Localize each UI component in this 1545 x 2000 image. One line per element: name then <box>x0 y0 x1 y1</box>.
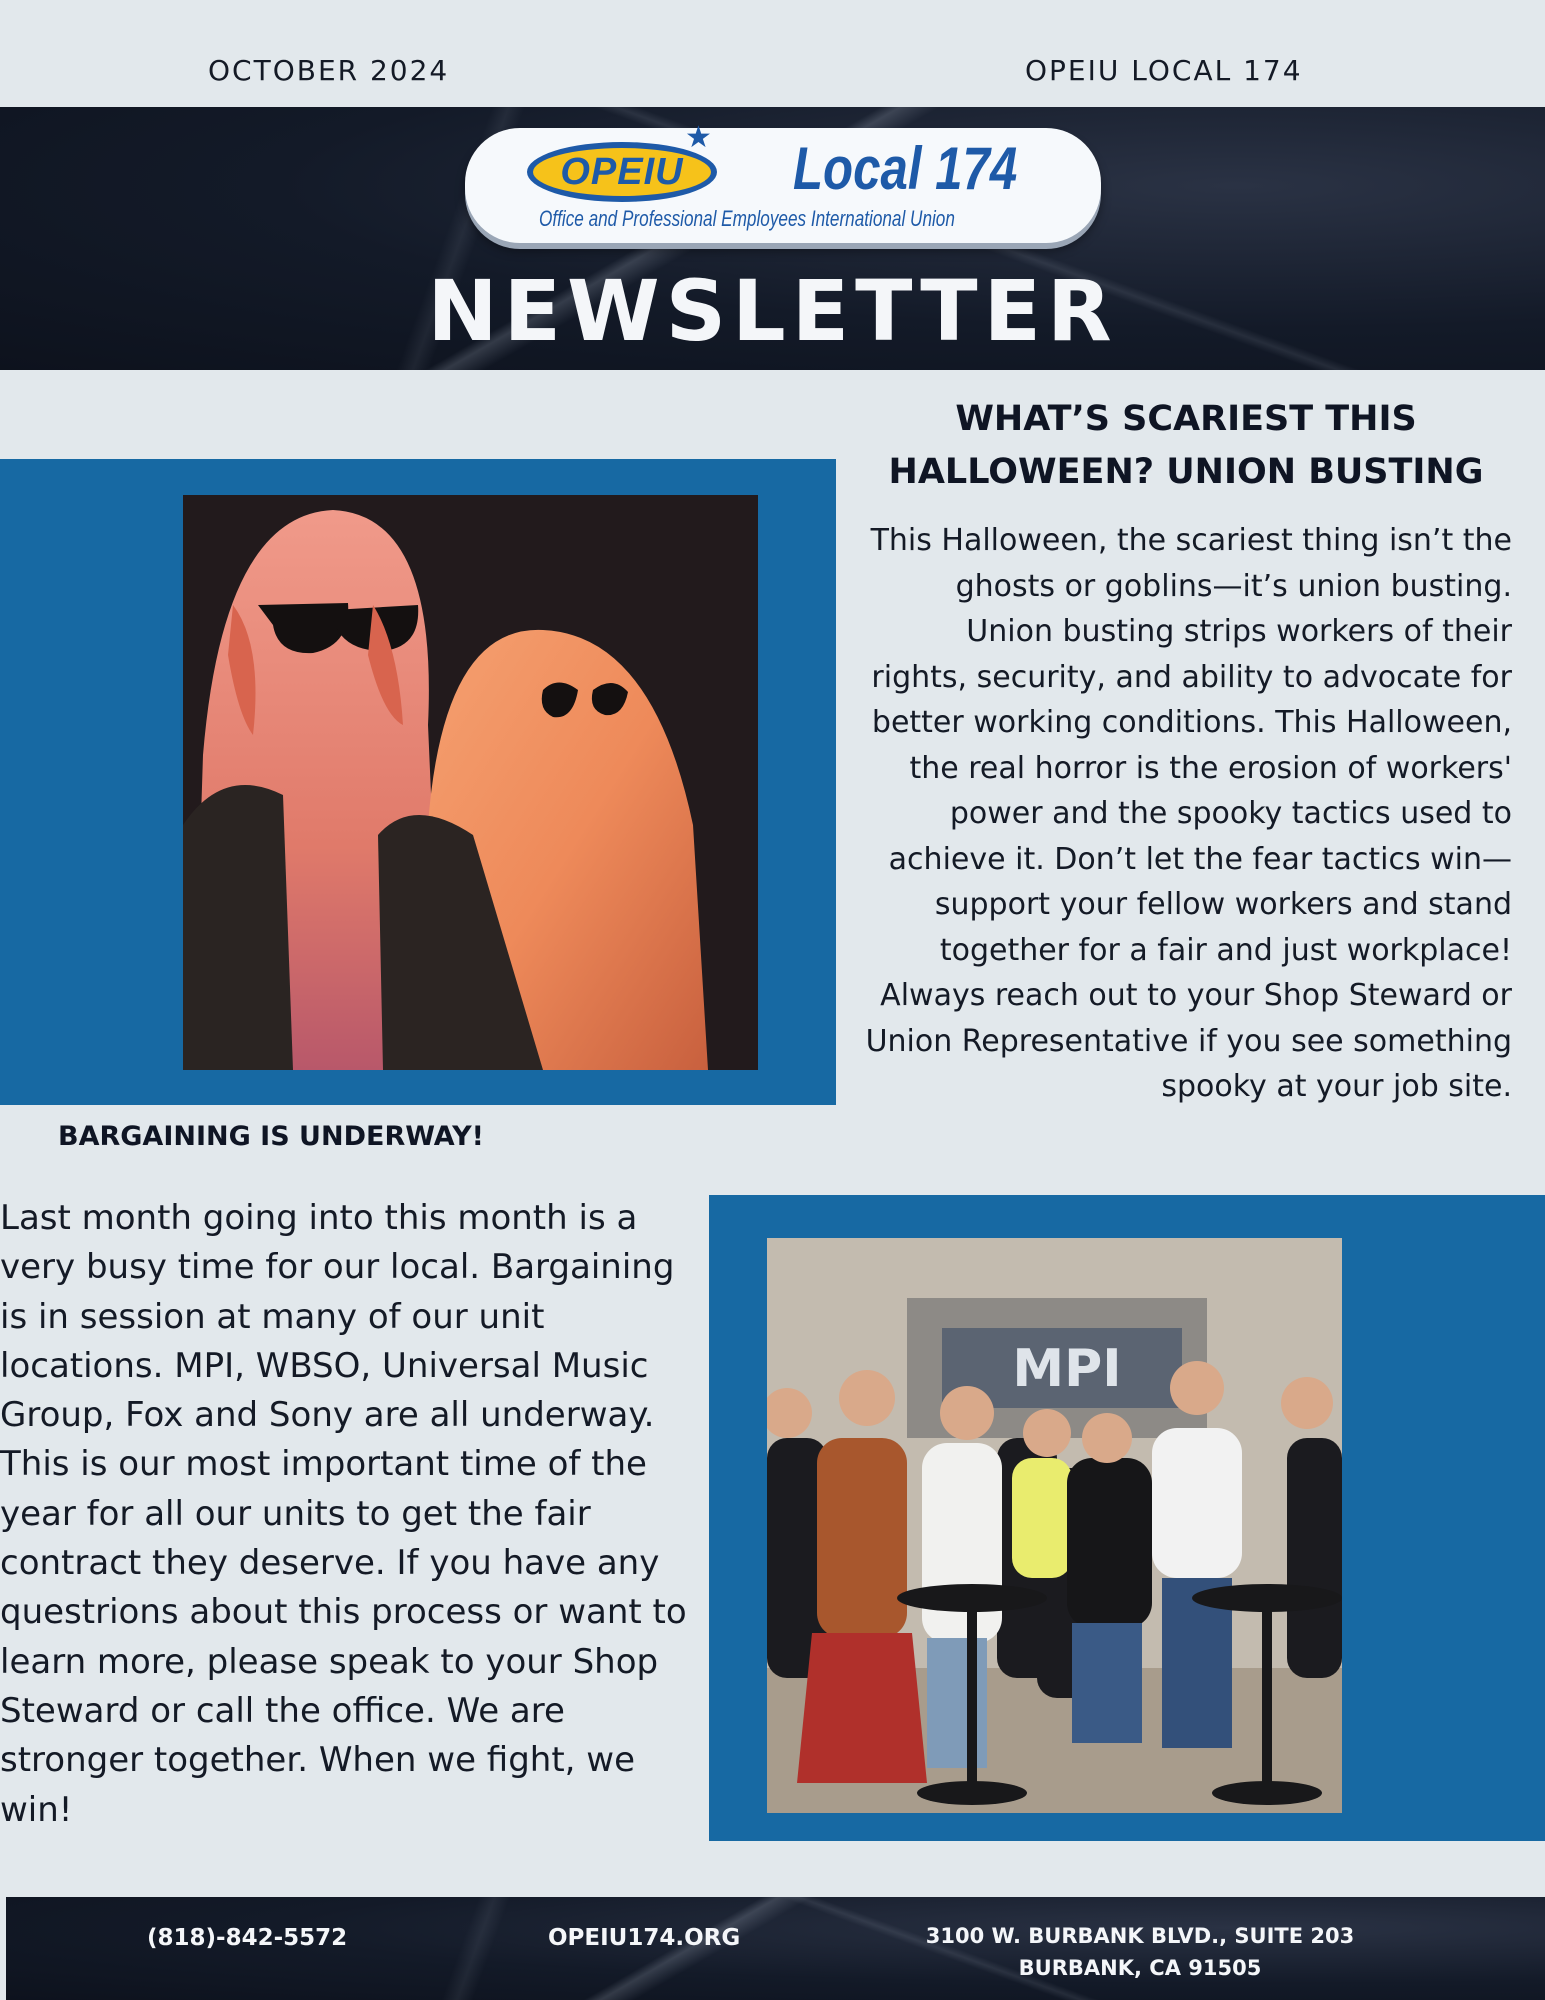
footer-address-line2: BURBANK, CA 91505 <box>1018 1956 1262 1980</box>
ghosts-photo <box>183 495 758 1070</box>
bargaining-article-title: BARGAINING IS UNDERWAY! <box>58 1121 484 1152</box>
group-photo <box>767 1238 1342 1813</box>
newsletter-title: NEWSLETTER <box>427 262 1118 360</box>
footer-website-link[interactable]: OPEIU174.ORG <box>548 1925 741 1951</box>
issue-date: OCTOBER 2024 <box>208 54 450 87</box>
halloween-article-body: This Halloween, the scariest thing isn’t the ghosts or goblins—it’s union busting. Union busting strips workers of their rights, security, and ability to advocate for better working conditions. This Halloween, the real horror is the erosion of workers' power and the spooky tactics used to achieve it. Don’t let the fear tactics win—support your fellow workers and stand together for a fair and just workplace! Always reach out to your Shop Steward or Union Representative if you see something spooky at your job site. <box>865 523 1512 1104</box>
mpi-sign: MPI <box>1012 1339 1122 1399</box>
halloween-article-title: WHAT’S SCARIEST THIS HALLOWEEN? UNION BUSTING <box>888 399 1484 492</box>
logo-local-text: Local 174 <box>793 135 1018 202</box>
logo-subtitle: Office and Professional Employees International Union <box>539 206 955 231</box>
footer-address <box>900 1920 1380 1984</box>
union-local-label: OPEIU LOCAL 174 <box>1025 54 1303 87</box>
star-icon: ★ <box>685 120 712 155</box>
footer-address-line1: 3100 W. BURBANK BLVD., SUITE 203 <box>925 1924 1355 1948</box>
logo-opeiu-text: OPEIU <box>560 150 684 193</box>
opeiu-logo <box>465 120 1101 243</box>
bargaining-article-body: Last month going into this month is a very busy time for our local. Bargaining is in session at many of our unit locations. MPI, WBSO, Universal Music Group, Fox and Sony are all underway. This is our most important time of the year for all our units to get the fair contract they deserve. If you have any questrions about this process or want to learn more, please speak to your Shop Steward or call the office. We are stronger together. When we fight, we win! <box>0 1198 687 1830</box>
footer-phone[interactable]: (818)-842-5572 <box>147 1925 348 1951</box>
